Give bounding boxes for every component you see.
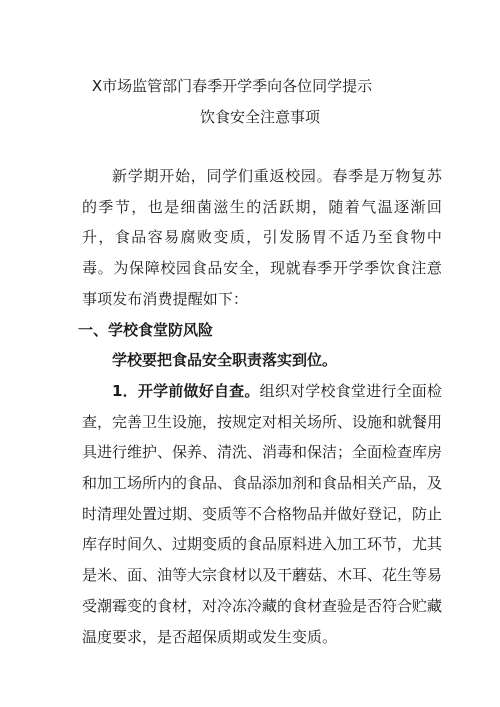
section-1-heading: 一、学校食堂防风险 — [78, 320, 214, 339]
item-1-lead: 1．开学前做好自查。 — [112, 381, 260, 400]
document-title-line-2: 饮食安全注意事项 — [199, 108, 320, 126]
item-1-paragraph — [82, 376, 442, 652]
item-1-body: 组织对学校食堂进行全面检查，完善卫生设施，按规定对相关场所、设施和就餐用具进行维护、保养、清洗、消毒和保洁；全面检查库房和加工场所内的食品、食品添加剂和食品相关产品，及时清理处置过期、变质等不合格物品并做好登记，防止库存时间久、过期变质的食品原料进入加工环节，尤其是米、面、油等大宗食材以及干蘑菇、木耳、花生等易受潮霉变的食材，对冷冻冷藏的食材查验是否符合贮藏温度要求，是否超保质期或发生变质。 — [82, 381, 443, 646]
document-title-line-1: X市场监管部门春季开学季向各位同学提示 — [91, 77, 373, 95]
intro-paragraph: 新学期开始，同学们重返校园。春季是万物复苏的季节，也是细菌滋生的活跃期，随着气温逐渐回升，食品容易腐败变质，引发肠胃不适乃至食物中毒。为保障校园食品安全，现就春季开学季饮食注意事项发布消费提醒如下： — [82, 167, 442, 308]
document-body — [78, 161, 443, 652]
section-1-subheading: 学校要把食品安全职责落实到位。 — [112, 351, 338, 370]
